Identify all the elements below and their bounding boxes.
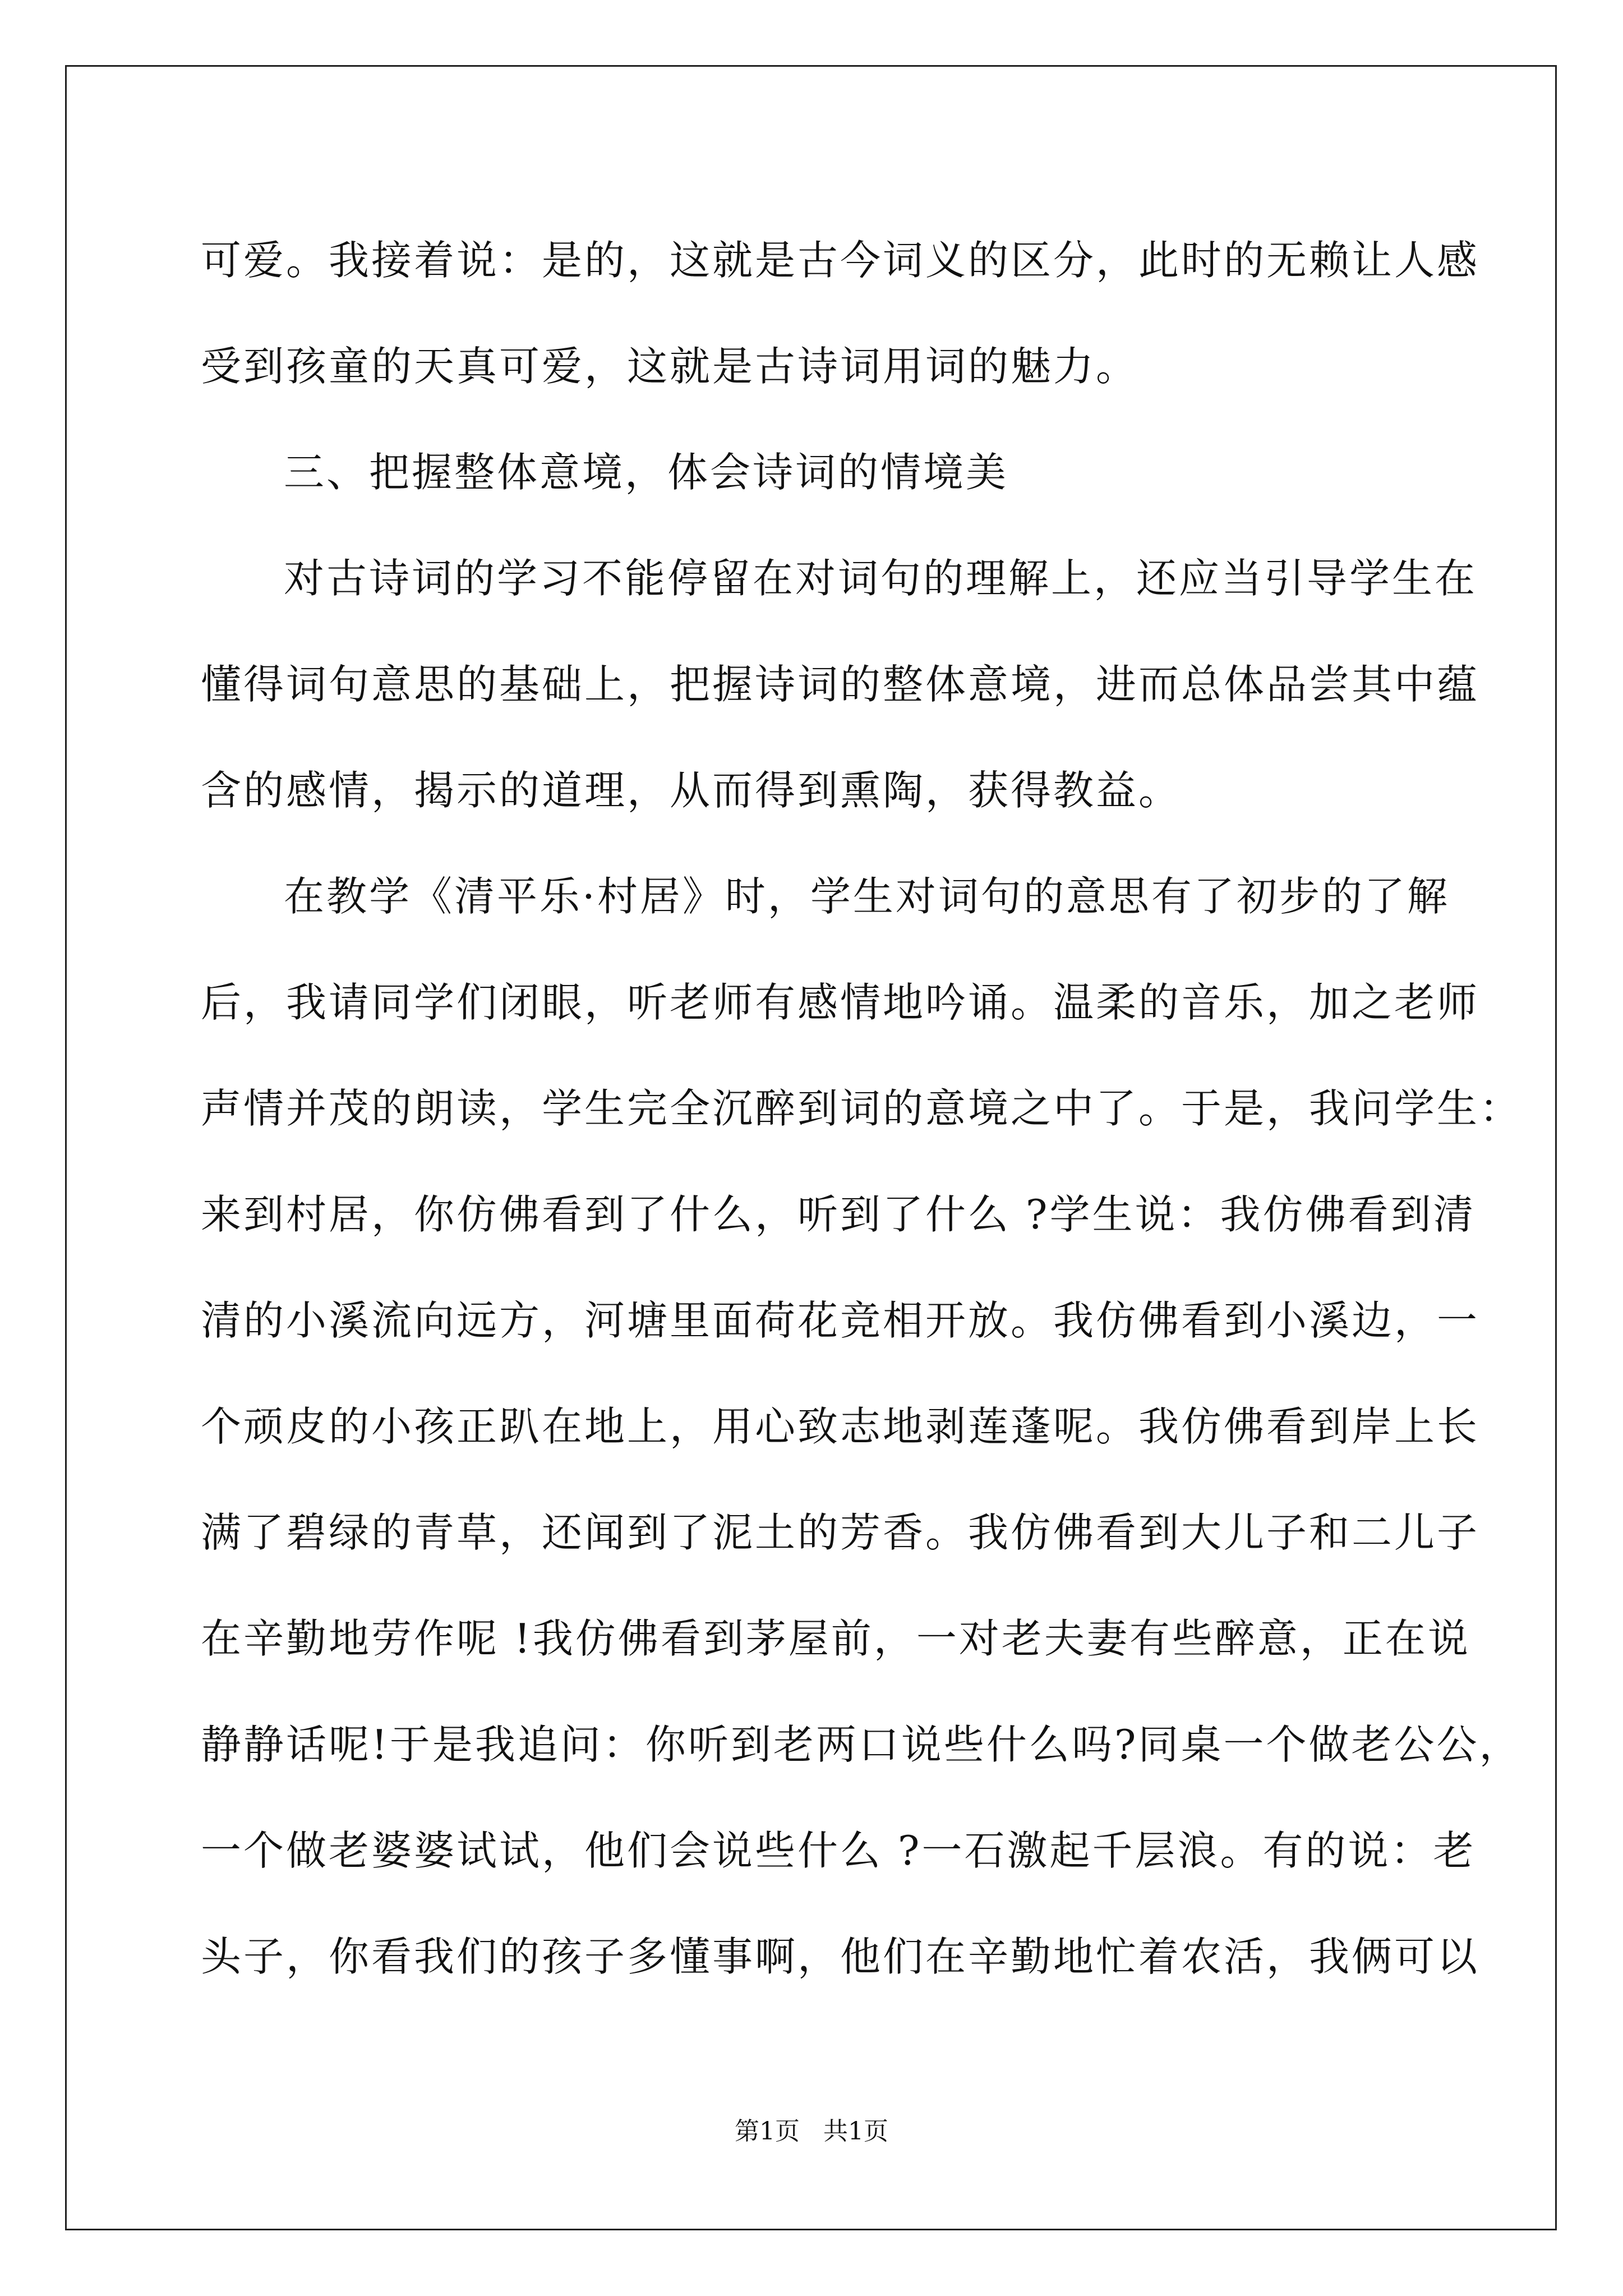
document-body <box>201 208 1523 2010</box>
text-line: 头子，你看我们的孩子多懂事啊，他们在辛勤地忙着农活，我俩可以 <box>201 1933 1480 1980</box>
text-line: 一个做老婆婆试试，他们会说些什么 ?一石激起千层浪。有的说：老 <box>201 1827 1476 1874</box>
text-line: 个顽皮的小孩正趴在地上，用心致志地剥莲蓬呢。我仿佛看到岸上长 <box>201 1403 1480 1450</box>
page-footer: 第1页 共1页 <box>735 2117 888 2146</box>
text-line: 在辛勤地劳作呢 !我仿佛看到茅屋前，一对老夫妻有些醉意，正在说 <box>201 1615 1470 1662</box>
text-line: 懂得词句意思的基础上，把握诗词的整体意境，进而总体品尝其中蕴 <box>201 661 1480 708</box>
text-line: 来到村居，你仿佛看到了什么，听到了什么 ?学生说：我仿佛看到清 <box>201 1191 1476 1238</box>
section-heading: 三、把握整体意境，体会诗词的情境美 <box>284 449 1009 496</box>
text-line: 静静话呢!于是我追问：你听到老两口说些什么吗?同桌一个做老公公， <box>201 1721 1522 1768</box>
text-line: 可爱。我接着说：是的，这就是古今词义的区分，此时的无赖让人感 <box>201 237 1480 284</box>
text-line: 清的小溪流向远方，河塘里面荷花竞相开放。我仿佛看到小溪边，一 <box>201 1297 1480 1344</box>
text-line: 在教学《清平乐·村居》时，学生对词句的意思有了初步的了解 <box>284 873 1450 920</box>
text-line: 后，我请同学们闭眼，听老师有感情地吟诵。温柔的音乐，加之老师 <box>201 979 1480 1026</box>
text-line: 受到孩童的天真可爱，这就是古诗词用词的魅力。 <box>201 343 1139 390</box>
text-line: 含的感情，揭示的道理，从而得到熏陶，获得教益。 <box>201 767 1182 814</box>
text-line: 对古诗词的学习不能停留在对词句的理解上，还应当引导学生在 <box>284 555 1478 602</box>
text-line: 声情并茂的朗读，学生完全沉醉到词的意境之中了。于是，我问学生： <box>201 1085 1523 1132</box>
text-line: 满了碧绿的青草，还闻到了泥土的芳香。我仿佛看到大儿子和二儿子 <box>201 1509 1480 1556</box>
